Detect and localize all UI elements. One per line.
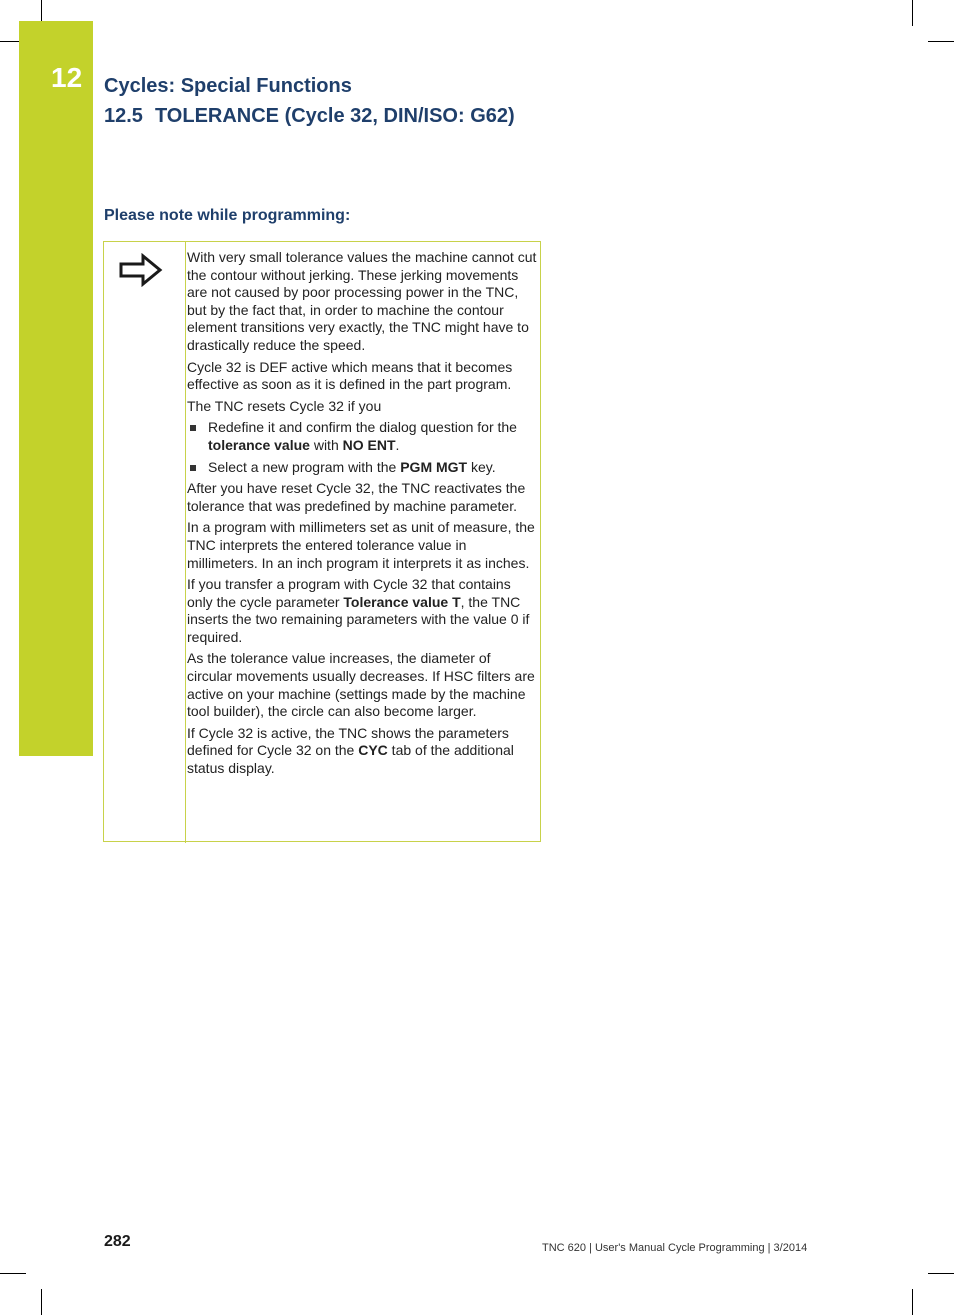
note-paragraph: If Cycle 32 is active, the TNC shows the parameters defined for Cycle 32 on the CYC tab of the additional status display.	[187, 724, 514, 777]
crop-mark	[928, 41, 954, 42]
key-name: NO ENT	[342, 436, 396, 453]
note-paragraph: If you transfer a program with Cycle 32 that contains only the cycle parameter Tolerance value T, the TNC inserts the two remaining parameters with the value 0 if required.	[187, 576, 530, 645]
crop-mark	[41, 1289, 42, 1315]
crop-mark	[928, 1273, 954, 1274]
list-item: Select a new program with the PGM MGT key.	[187, 459, 537, 477]
bullet-icon	[190, 465, 196, 471]
list-item: Redefine it and confirm the dialog question for the tolerance value with NO ENT.	[187, 419, 537, 454]
reset-conditions-list	[187, 419, 537, 476]
note-paragraph: The TNC resets Cycle 32 if you	[187, 397, 382, 414]
note-heading: Please note while programming:	[104, 207, 351, 224]
chapter-number: 12	[51, 62, 83, 93]
note-paragraph: Cycle 32 is DEF active which means that it becomes effective as soon as it is defined in the part program.	[187, 358, 513, 393]
note-divider	[185, 241, 186, 843]
crop-mark	[912, 0, 913, 26]
crop-mark	[0, 1273, 26, 1274]
chapter-side-tab	[19, 21, 93, 756]
note-paragraph: After you have reset Cycle 32, the TNC reactivates the tolerance that was predefined by machine parameter.	[187, 480, 526, 514]
arrow-right-icon	[119, 253, 163, 287]
keyword: tolerance value	[208, 436, 310, 453]
chapter-title: Cycles: Special Functions	[104, 75, 352, 97]
note-paragraph: With very small tolerance values the machine cannot cut the contour without jerking. These jerking movements are not caused by poor processing power in the TNC, but by the fact that, in order to machine the contour element transitions very exactly, the TNC might have to drastically reduce the speed.	[187, 249, 537, 353]
section-title-text: TOLERANCE (Cycle 32, DIN/ISO: G62)	[154, 105, 515, 127]
key-name: PGM MGT	[400, 458, 468, 475]
note-paragraph: In a program with millimeters set as unit of measure, the TNC interprets the entered tolerance value in millimeters. In an inch program it interprets it as inches.	[187, 519, 535, 571]
bullet-icon	[190, 425, 196, 431]
crop-mark	[912, 1289, 913, 1315]
keyword: Tolerance value T	[343, 593, 461, 610]
keyword: CYC	[358, 742, 388, 759]
section-number: 12.5	[104, 105, 143, 127]
note-paragraph: As the tolerance value increases, the diameter of circular movements usually decreases. If HSC filters are active on your machine (settings made by the machine tool builder), the circle can also become larger.	[187, 650, 535, 720]
section-title	[104, 102, 515, 130]
note-body	[187, 249, 537, 782]
page-number: 282	[104, 1233, 131, 1250]
footer-text: TNC 620 | User's Manual Cycle Programming | 3/2014	[542, 1242, 808, 1254]
